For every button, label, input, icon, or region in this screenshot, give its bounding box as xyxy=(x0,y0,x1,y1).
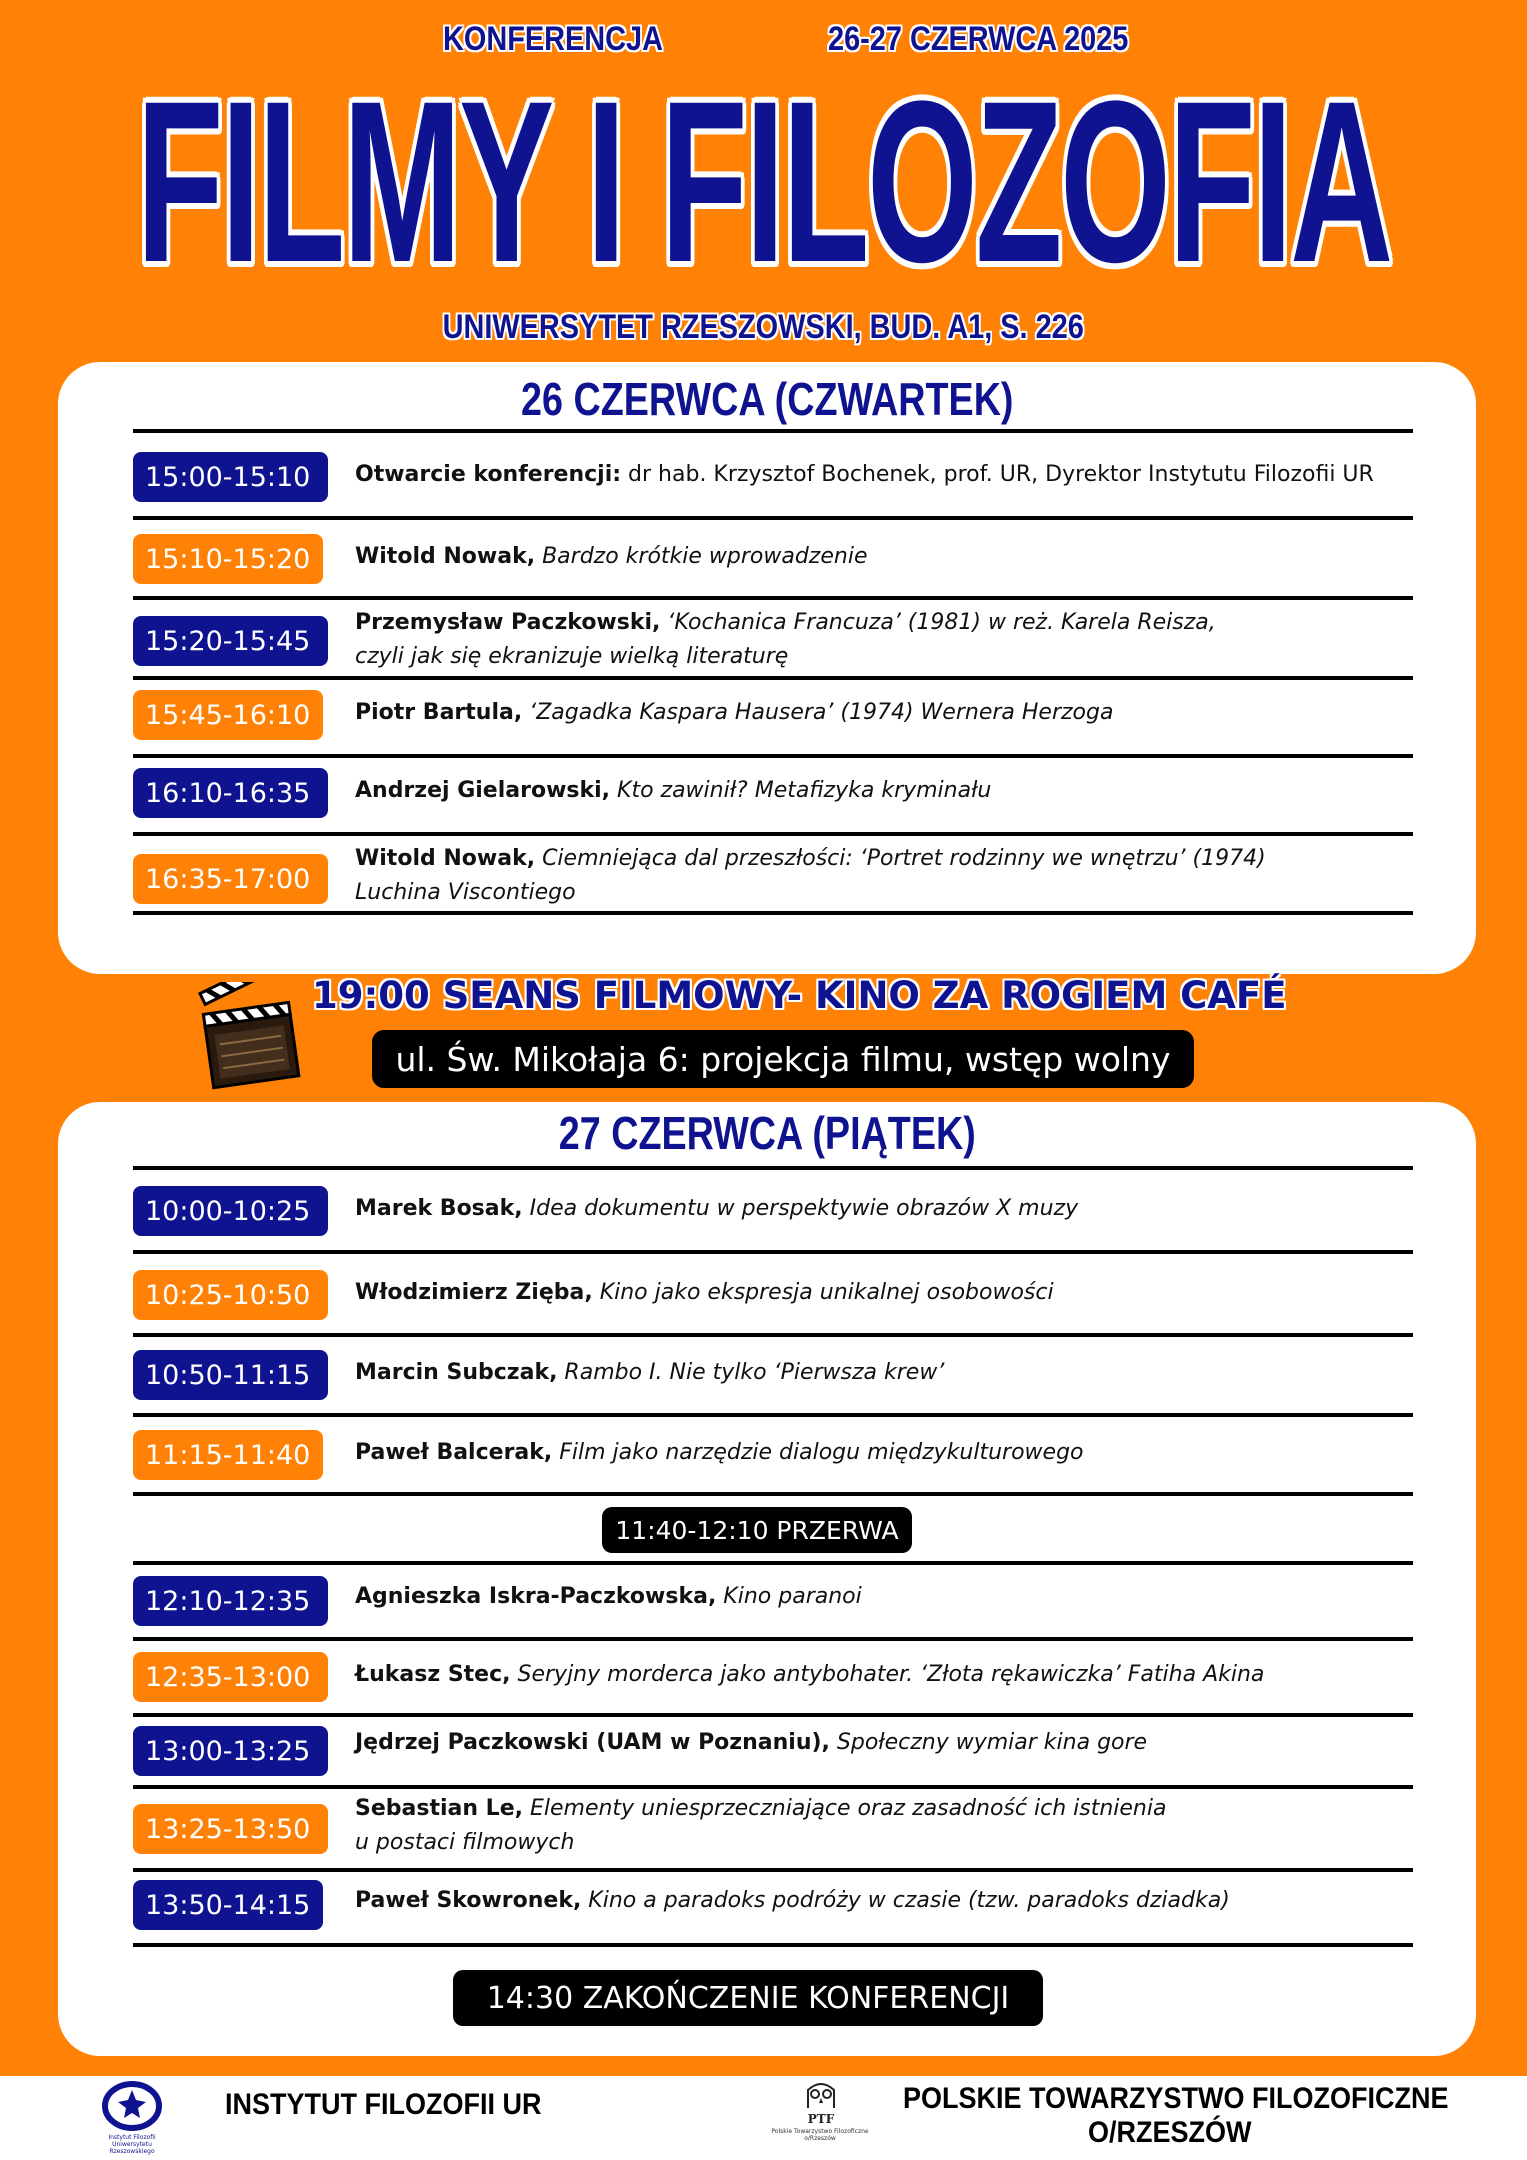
session-text xyxy=(355,696,1113,730)
session-text xyxy=(355,606,1216,674)
divider xyxy=(133,1250,1413,1254)
time-pill: 15:00-15:10 xyxy=(133,452,328,502)
topic: ‘Zagadka Kaspara Hausera’ (1974) Wernera Herzoga xyxy=(522,700,1114,725)
session-text xyxy=(355,1792,1166,1860)
time-pill: 15:10-15:20 xyxy=(133,534,323,584)
time-pill: 15:20-15:45 xyxy=(133,616,328,666)
topic-line2: Luchina Viscontiego xyxy=(355,880,576,905)
time-pill: 10:25-10:50 xyxy=(133,1270,328,1320)
day1-card xyxy=(58,362,1476,974)
divider xyxy=(133,596,1413,600)
topic: Idea dokumentu w perspektywie obrazów X muzy xyxy=(522,1196,1079,1221)
session-text xyxy=(355,458,1374,492)
footer xyxy=(0,2076,1527,2160)
time-pill: 10:50-11:15 xyxy=(133,1350,328,1400)
venue-wrap xyxy=(0,308,1527,347)
divider xyxy=(133,1561,1413,1565)
session-text xyxy=(355,774,991,808)
topic: Elementy uniesprzeczniające oraz zasadność ich istnienia xyxy=(522,1796,1167,1821)
session-text xyxy=(355,1726,1147,1760)
time-pill: 12:10-12:35 xyxy=(133,1576,328,1626)
speaker: Piotr Bartula, xyxy=(355,700,523,725)
topic-line2: u postaci filmowych xyxy=(355,1830,575,1855)
topic: Kino jako ekspresja unikalnej osobowości xyxy=(592,1280,1054,1305)
day2-title-wrap xyxy=(58,1106,1476,1160)
org2-name-line2: O/RZESZÓW xyxy=(1088,2116,1252,2149)
topic: Kino paranoi xyxy=(716,1584,862,1609)
speaker: Agnieszka Iskra-Paczkowska, xyxy=(355,1584,717,1609)
divider xyxy=(133,1868,1413,1872)
divider xyxy=(133,1785,1413,1789)
speaker: Paweł Balcerak, xyxy=(355,1440,553,1465)
time-pill: 11:15-11:40 xyxy=(133,1430,323,1480)
topic: ‘Kochanica Francuza’ (1981) w reż. Karela Reisza, xyxy=(660,610,1216,635)
topic: Seryjny morderca jako antybohater. ‘Złota rękawiczka’ Fatiha Akina xyxy=(510,1662,1265,1687)
topic: Kino a paradoks podróży w czasie (tzw. paradoks dziadka) xyxy=(581,1888,1230,1913)
main-title-wrap xyxy=(0,53,1527,310)
conference-dates: 26-27 CZERWCA 2025 xyxy=(828,20,1129,58)
clapperboard-icon xyxy=(193,982,309,1092)
time-pill: 16:10-16:35 xyxy=(133,768,328,818)
speaker: Marcin Subczak, xyxy=(355,1360,558,1385)
session-text xyxy=(355,540,867,574)
ptf-logo-abbr: PTF xyxy=(807,2112,835,2126)
time-pill: 10:00-10:25 xyxy=(133,1186,328,1236)
day2-card xyxy=(58,1102,1476,2056)
day1-title: 26 CZERWCA (CZWARTEK) xyxy=(520,373,1014,425)
speaker: Andrzej Gielarowski, xyxy=(355,778,611,803)
topic: Kto zawinił? Metafizyka kryminału xyxy=(610,778,992,803)
screening-title: 19:00 SEANS FILMOWY- KINO ZA ROGIEM CAFÉ xyxy=(312,974,1287,1017)
speaker: Przemysław Paczkowski, xyxy=(355,610,661,635)
topic: dr hab. Krzysztof Bochenek, prof. UR, Dyrektor Instytutu Filozofii UR xyxy=(621,462,1374,487)
speaker: Jędrzej Paczkowski (UAM w Poznaniu), xyxy=(355,1730,830,1755)
ptf-logo-text: Polskie Towarzystwo Filozoficzne o/Rzeszów xyxy=(771,2128,869,2142)
divider xyxy=(133,676,1413,680)
speaker: Sebastian Le, xyxy=(355,1796,523,1821)
speaker: Otwarcie konferencji: xyxy=(355,462,622,487)
divider xyxy=(133,1492,1413,1496)
topic: Społeczny wymiar kina gore xyxy=(829,1730,1148,1755)
divider xyxy=(133,754,1413,758)
speaker: Łukasz Stec, xyxy=(355,1662,511,1687)
speaker: Paweł Skowronek, xyxy=(355,1888,582,1913)
time-pill: 13:25-13:50 xyxy=(133,1804,328,1854)
session-text xyxy=(355,1276,1054,1310)
divider xyxy=(133,911,1413,915)
topic: Bardzo krótkie wprowadzenie xyxy=(535,544,868,569)
topic: Ciemniejąca dal przeszłości: ‘Portret rodzinny we wnętrzu’ (1974) xyxy=(535,846,1266,871)
screening-subtitle: ul. Św. Mikołaja 6: projekcja filmu, wstęp wolny xyxy=(372,1030,1194,1088)
divider xyxy=(133,1333,1413,1337)
org1-name: INSTYTUT FILOZOFII UR xyxy=(225,2088,542,2121)
divider xyxy=(133,832,1413,836)
time-pill: 15:45-16:10 xyxy=(133,690,323,740)
conference-label: KONFERENCJA xyxy=(443,20,663,58)
speaker: Witold Nowak, xyxy=(355,846,536,871)
main-title: FILMY I FILOZOFIA xyxy=(136,53,1391,310)
session-text xyxy=(355,1884,1230,1918)
topic: Rambo I. Nie tylko ‘Pierwsza krew’ xyxy=(557,1360,945,1385)
institute-logo-text: Instytut Filozofii Uniwersytetu Rzeszowskiego xyxy=(108,2134,156,2155)
topic: Film jako narzędzie dialogu międzykulturowego xyxy=(552,1440,1084,1465)
speaker: Marek Bosak, xyxy=(355,1196,523,1221)
session-text xyxy=(355,1356,944,1390)
session-text xyxy=(355,842,1266,910)
institute-logo-icon xyxy=(102,2080,162,2132)
divider xyxy=(133,1943,1413,1947)
divider xyxy=(133,429,1413,433)
speaker: Włodzimierz Zięba, xyxy=(355,1280,593,1305)
time-pill: 12:35-13:00 xyxy=(133,1652,328,1702)
topic-line2: czyli jak się ekranizuje wielką literaturę xyxy=(355,644,789,669)
time-pill: 13:50-14:15 xyxy=(133,1880,323,1930)
day2-title: 27 CZERWCA (PIĄTEK) xyxy=(558,1107,976,1159)
time-pill: 16:35-17:00 xyxy=(133,854,328,904)
speaker: Witold Nowak, xyxy=(355,544,536,569)
session-text xyxy=(355,1580,862,1614)
divider xyxy=(133,516,1413,520)
divider xyxy=(133,1637,1413,1641)
time-pill: 13:00-13:25 xyxy=(133,1726,328,1776)
closing-badge: 14:30 ZAKOŃCZENIE KONFERENCJI xyxy=(453,1970,1043,2026)
divider xyxy=(133,1166,1413,1170)
day1-title-wrap xyxy=(58,372,1476,426)
session-text xyxy=(355,1658,1264,1692)
org2-name-line1: POLSKIE TOWARZYSTWO FILOZOFICZNE xyxy=(903,2082,1449,2115)
session-text xyxy=(355,1436,1084,1470)
divider xyxy=(133,1713,1413,1717)
session-text xyxy=(355,1192,1078,1226)
divider xyxy=(133,1413,1413,1417)
venue: UNIWERSYTET RZESZOWSKI, BUD. A1, S. 226 xyxy=(442,308,1085,346)
break-badge: 11:40-12:10 PRZERWA xyxy=(602,1507,912,1553)
